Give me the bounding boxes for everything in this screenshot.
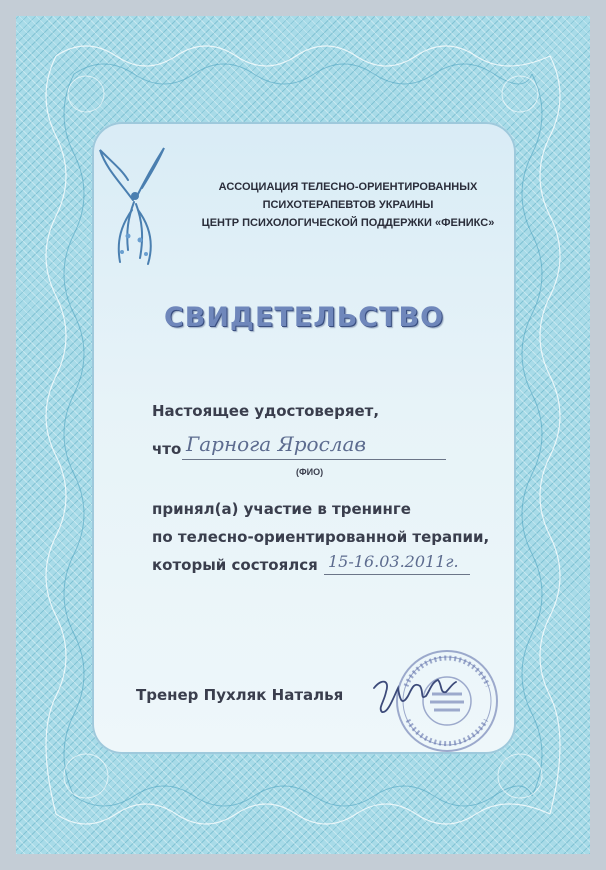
association-line-1: АССОЦИАЦИЯ ТЕЛЕСНО-ОРИЕНТИРОВАННЫХ bbox=[218, 181, 478, 193]
association-line-2: ПСИХОТЕРАПЕВТОВ УКРАИНЫ bbox=[262, 199, 434, 211]
certifies-text: Настоящее удостоверяет, bbox=[152, 402, 380, 420]
phoenix-logo-icon bbox=[98, 140, 168, 270]
held-text: который состоялся bbox=[152, 556, 318, 574]
training-date: 15-16.03.2011г. bbox=[328, 552, 459, 571]
certificate-title: СВИДЕТЕЛЬСТВО bbox=[163, 302, 445, 333]
fio-caption: (ФИО) bbox=[296, 467, 324, 477]
signature-icon bbox=[368, 666, 458, 726]
name-underline bbox=[182, 459, 446, 460]
association-line-3: ЦЕНТР ПСИХОЛОГИЧЕСКОЙ ПОДДЕРЖКИ «ФЕНИКС» bbox=[201, 217, 495, 229]
date-underline bbox=[324, 574, 470, 575]
recipient-name: Гарнога Ярослав bbox=[186, 432, 367, 456]
association-header bbox=[180, 178, 516, 232]
trainer-text: Тренер Пухляк Наталья bbox=[136, 686, 344, 704]
that-text: что bbox=[152, 440, 182, 458]
participated-text: принял(а) участие в тренинге bbox=[152, 500, 411, 518]
therapy-text: по телесно-ориентированной терапии, bbox=[152, 528, 490, 546]
